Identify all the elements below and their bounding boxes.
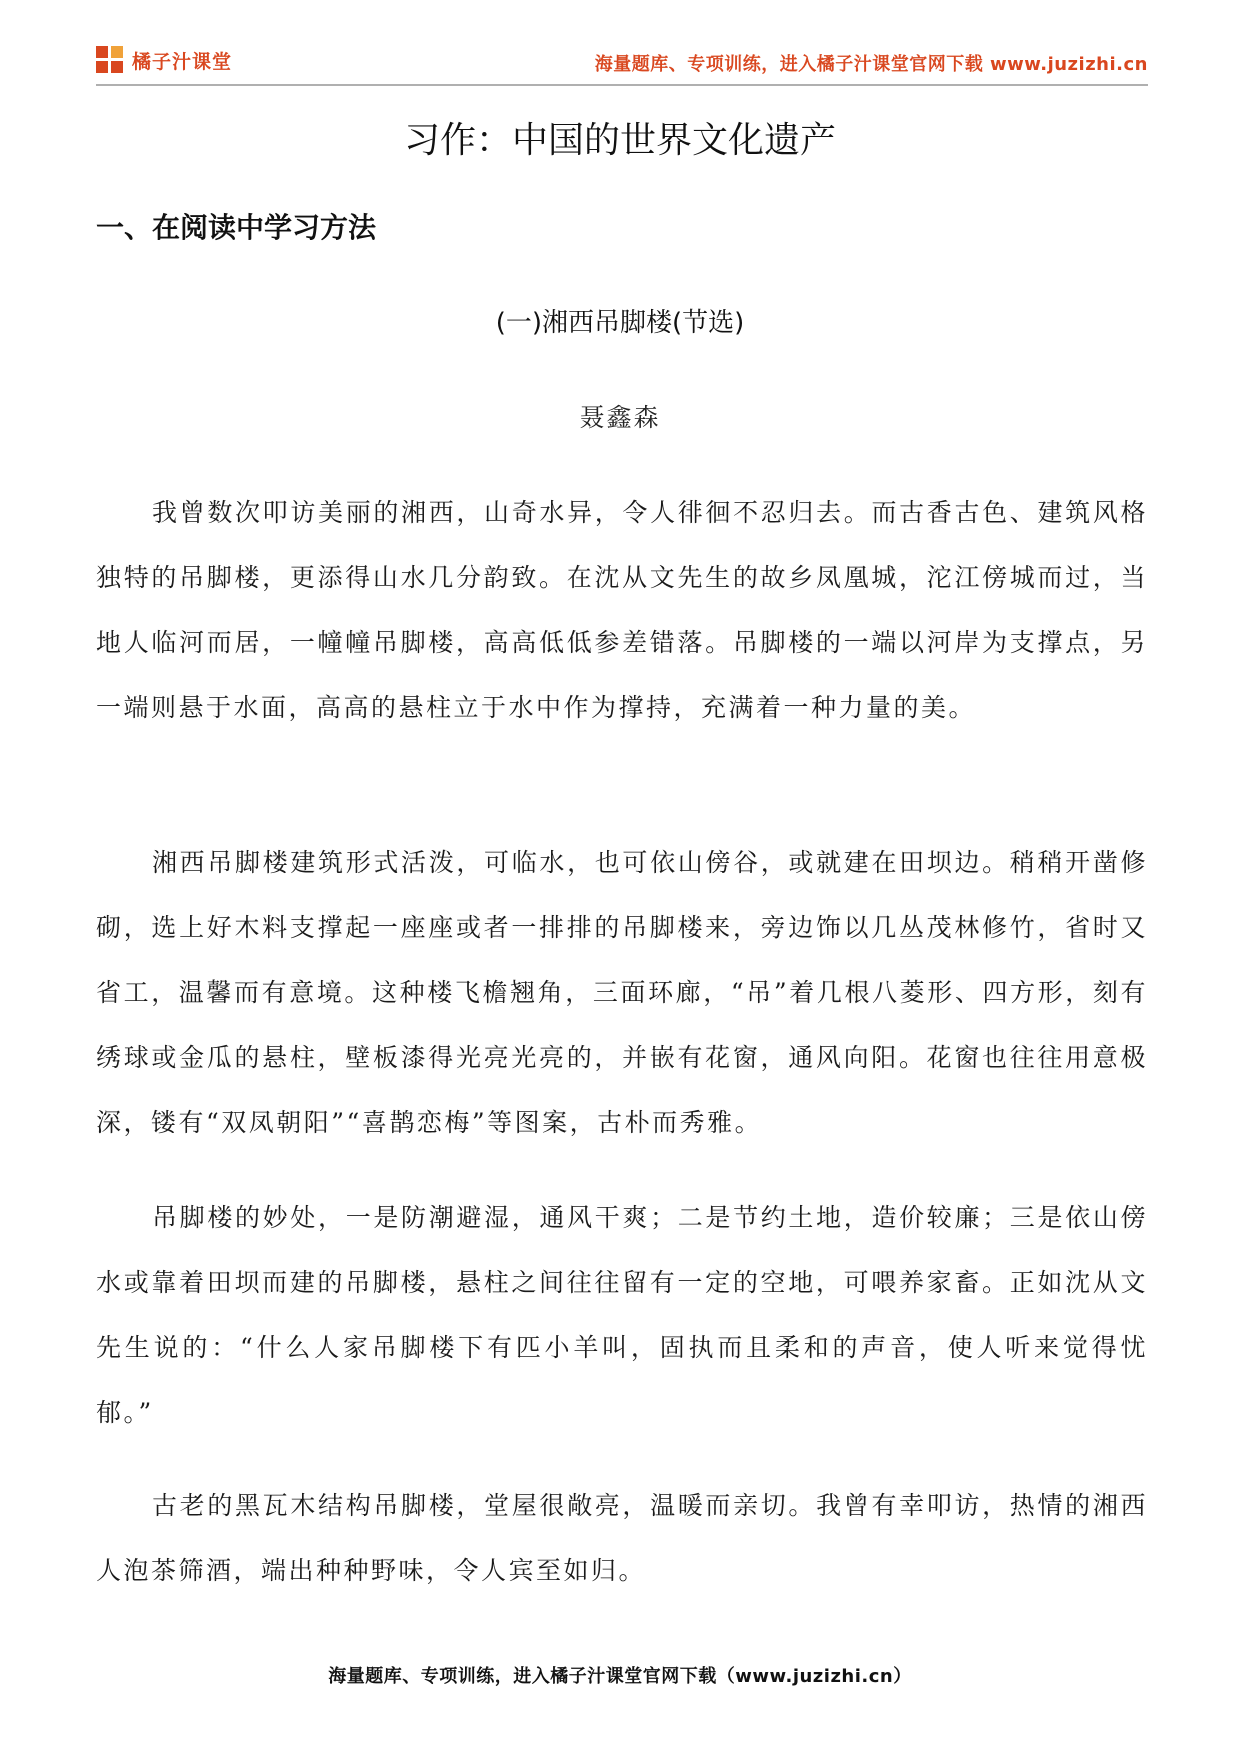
page-footer[interactable]: 海量题库、专项训练，进入橘子汁课堂官网下载（www.juzizhi.cn） xyxy=(328,1666,912,1687)
article-title: (一)湘西吊脚楼(节选) xyxy=(495,308,745,338)
body-paragraph: 湘西吊脚楼建筑形式活泼，可临水，也可依山傍谷，或就建在田坝边。稍稍开凿修砌，选上好木料支撑起一座座或者一排排的吊脚楼来，旁边饰以几丛茂林修竹，省时又省工，温馨而有意境。这种楼飞檐翘角，三面环廊，“吊”着几根八菱形、四方形，刻有绣球或金瓜的悬柱，壁板漆得光亮光亮的，并嵌有花窗，通风向阳。花窗也往往用意极深，镂有“双凤朝阳”“喜鹊恋梅”等图案，古朴而秀雅。 xyxy=(96,848,1148,1137)
body-paragraph: 古老的黑瓦木结构吊脚楼，堂屋很敞亮，温暖而亲切。我曾有幸叩访，热情的湘西人泡茶筛酒，端出种种野味，令人宾至如归。 xyxy=(96,1491,1148,1585)
header-tagline[interactable]: 海量题库、专项训练，进入橘子汁课堂官网下载 www.juzizhi.cn xyxy=(594,54,1148,75)
body-paragraph: 吊脚楼的妙处，一是防潮避湿，通风干爽；二是节约土地，造价较廉；三是依山傍水或靠着田坝而建的吊脚楼，悬柱之间往往留有一定的空地，可喂养家畜。正如沈从文先生说的：“什么人家吊脚楼下有匹小羊叫，固执而且柔和的声音，使人听来觉得忧郁。” xyxy=(96,1203,1148,1427)
brand-logo[interactable] xyxy=(96,46,232,74)
article-author: 聂鑫森 xyxy=(579,403,661,432)
logo-squares-icon xyxy=(96,46,124,74)
page-header xyxy=(96,44,1148,86)
section-heading: 一、在阅读中学习方法 xyxy=(96,211,377,244)
document-title: 习作：中国的世界文化遗产 xyxy=(403,120,836,161)
logo-text: 橘子汁课堂 xyxy=(132,50,233,73)
body-paragraph: 我曾数次叩访美丽的湘西，山奇水异，令人徘徊不忍归去。而古香古色、建筑风格独特的吊脚楼，更添得山水几分韵致。在沈从文先生的故乡凤凰城，沱江傍城而过，当地人临河而居，一幢幢吊脚楼，高高低低参差错落。吊脚楼的一端以河岸为支撑点，另一端则悬于水面，高高的悬柱立于水中作为撑持，充满着一种力量的美。 xyxy=(96,498,1148,722)
